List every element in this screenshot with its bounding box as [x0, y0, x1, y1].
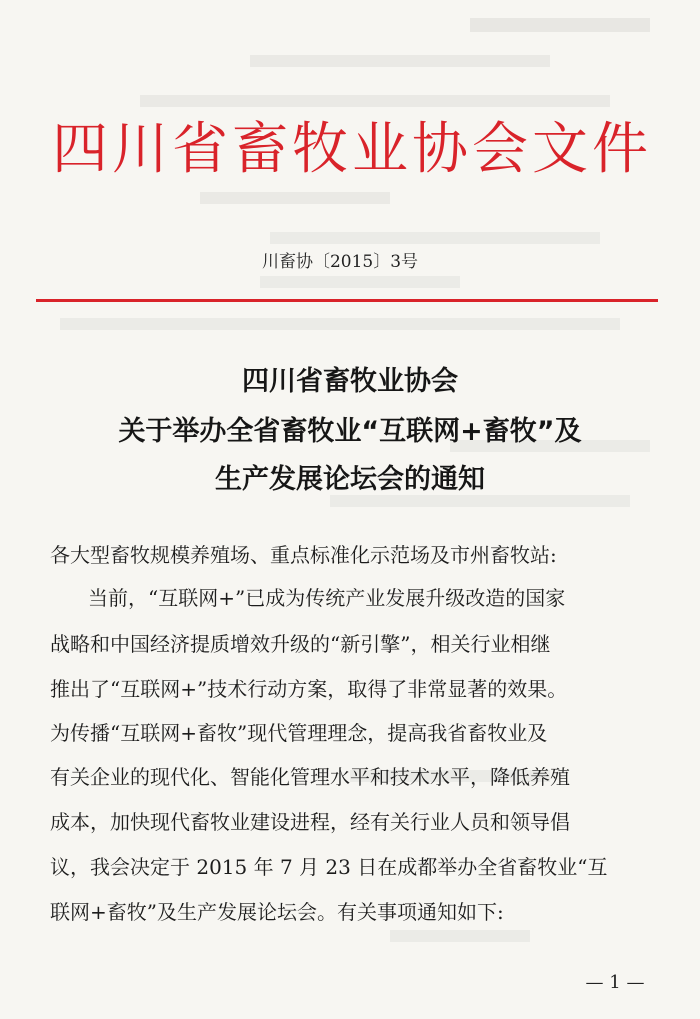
document-number: 川畜协〔2015〕3号	[261, 252, 419, 272]
body-line: 当前，“互联网+”已成为传统产业发展升级改造的国家	[88, 586, 566, 610]
notice-title-line-1: 四川省畜牧业协会	[242, 366, 458, 397]
notice-title-line-2: 关于举办全省畜牧业“互联网+畜牧”及	[118, 416, 582, 447]
body-line: 联网+畜牧”及生产发展论坛会。有关事项通知如下:	[50, 900, 504, 924]
body-line: 成本，加快现代畜牧业建设进程，经有关行业人员和领导倡	[50, 810, 570, 834]
page-number: — 1 —	[585, 972, 645, 993]
red-divider-line	[36, 299, 658, 302]
body-line: 为传播“互联网+畜牧”现代管理理念，提高我省畜牧业及	[50, 721, 548, 745]
body-line: 推出了“互联网+”技术行动方案，取得了非常显著的效果。	[50, 677, 568, 701]
body-line: 战略和中国经济提质增效升级的“新引擎”，相关行业相继	[50, 632, 551, 656]
body-line: 有关企业的现代化、智能化管理水平和技术水平，降低养殖	[50, 765, 570, 789]
body-line: 议，我会决定于 2015 年 7 月 23 日在成都举办全省畜牧业“互	[50, 855, 608, 879]
notice-title-line-3: 生产发展论坛会的通知	[215, 464, 485, 495]
document-masthead: 四川省畜牧业协会文件	[52, 117, 652, 182]
salutation: 各大型畜牧规模养殖场、重点标准化示范场及市州畜牧站:	[50, 543, 557, 567]
